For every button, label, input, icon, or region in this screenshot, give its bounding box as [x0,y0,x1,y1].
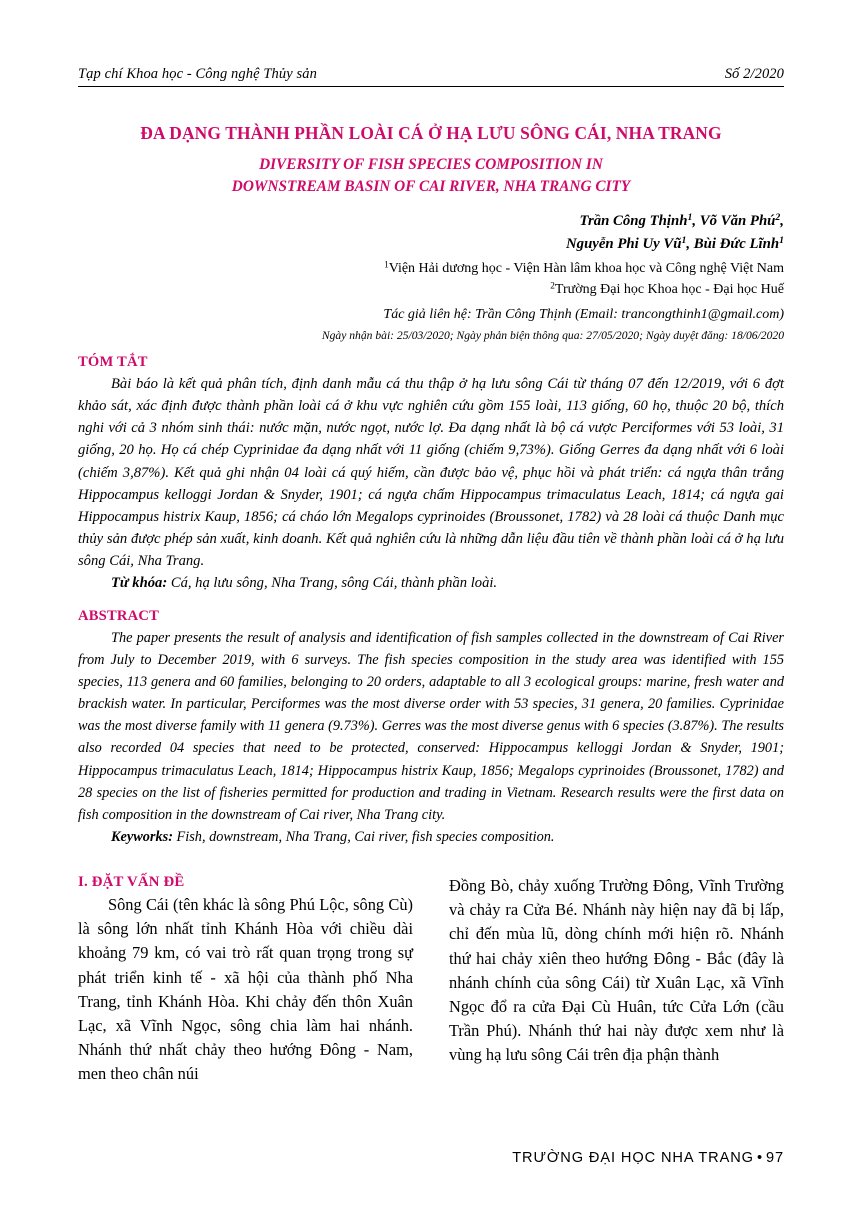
article-title-english-line1: DIVERSITY OF FISH SPECIES COMPOSITION IN [259,155,603,173]
footer-page-number: 97 [765,1150,784,1166]
author-affiliation-marker: 1 [779,235,784,247]
author-line-end: , [780,213,784,230]
author-name: Nguyễn Phi Uy Vũ [565,236,682,253]
section-heading-introduction: I. ĐẶT VẤN ĐỀ [78,874,185,891]
title-block [78,123,784,198]
abstract-english-body [78,627,784,849]
affiliation-1 [78,258,784,279]
affiliation-text: Trường Đại học Khoa học - Đại học Huế [554,281,784,297]
body-columns [78,874,784,1086]
affiliation-2 [78,279,784,300]
keywords-english-label: Keyworks: [111,829,173,846]
keywords-english-text: Fish, downstream, Nha Trang, Cai river, fish species composition. [176,829,555,846]
author-name: Bùi Đức Lĩnh [693,236,780,253]
abstract-english-text: The paper presents the result of analysis and identification of fish samples collected in the downstream of Cai River from July to December 2019, with 6 surveys. The fish species composition in the study area was identified with 155 species, 113 genera and 60 families, belonging to 20 orders, adaptable to all 3 ecological groups: marine, fresh water and brackish water. In particular, Perciformes was the most diverse order with 53 species, 31 genera, 20 families. Cyprinidae was the most diverse family with 11 genera (9.73%). Gerres was the most diverse genus with 6 species (3.87%). The results also recorded 04 species that need to be protected, conserved: Hippocampus kelloggi Jordan & Snyder, 1901; Hippocampus trimaculatus Leach, 1814; Hippocampus histrix Kaup, 1856; Megalops cyprinoides (Broussonet, 1782) and 28 species on the list of fisheries permitted for production and trading in Vietnam. Research results were the first data on fish composition in the downstream of Cai river, Nha Trang city. [78,629,784,823]
author-affiliation-marker: 1 [687,212,693,224]
author-affiliation-marker: 1 [681,235,687,247]
author-name: Trần Công Thịnh [579,213,688,230]
abstract-vietnamese-body [78,373,784,595]
running-head-journal-title: Tạp chí Khoa học - Công nghệ Thủy sản [78,66,317,82]
affiliation-marker: 2 [550,280,555,291]
article-title-english-line2: DOWNSTREAM BASIN OF CAI RIVER, NHA TRANG CITY [231,177,631,195]
affiliation-list [78,258,784,300]
running-head-issue: Số 2/2020 [724,66,784,82]
keywords-vietnamese-text: Cá, hạ lưu sông, Nha Trang, sông Cái, thành phần loài. [170,575,498,592]
running-head [78,0,784,87]
author-affiliation-marker: 2 [775,212,781,224]
page-footer [512,1150,784,1166]
affiliation-text: Viện Hải dương học - Viện Hàn lâm khoa học và Công nghệ Việt Nam [388,260,784,276]
author-line-1 [78,210,784,233]
body-column-right [449,874,784,1067]
article-title-english [78,154,784,198]
corresponding-author: Tác giả liên hệ: Trần Công Thịnh (Email: trancongthinh1@gmail.com) [383,306,784,322]
affiliation-marker: 1 [384,259,389,270]
article-title-vietnamese: ĐA DẠNG THÀNH PHẦN LOÀI CÁ Ở HẠ LƯU SÔNG CÁI, NHA TRANG [140,123,722,143]
author-separator: , [686,236,694,253]
footer-separator-dot: • [756,1150,763,1166]
body-column-left [78,874,413,1086]
body-paragraph-left: Sông Cái (tên khác là sông Phú Lộc, sông Cù) là sông lớn nhất tỉnh Khánh Hòa với chiều dài khoảng 79 km, có vai trò rất quan trọng trong sự phát triển kinh tế - xã hội của thành phố Nha Trang, tỉnh Khánh Hòa. Khi chảy đến thôn Xuân Lạc, xã Vĩnh Ngọc, sông chia làm hai nhánh. Nhánh thứ nhất chảy theo hướng Đông - Nam, men theo chân núi [78,895,413,1083]
submission-dates: Ngày nhận bài: 25/03/2020; Ngày phản biện thông qua: 27/05/2020; Ngày duyệt đăng: 18/06/2020 [321,328,784,342]
abstract-vietnamese-text: Bài báo là kết quả phân tích, định danh mẫu cá thu thập ở hạ lưu sông Cái từ tháng 07 đến 12/2019, với 6 đợt khảo sát, xác định được thành phần loài cá ở khu vực nghiên cứu gồm 155 loài, 113 giống, 60 họ, thuộc 20 bộ, thích nghi với cả 3 nhóm sinh thái: nước mặn, nước ngọt, nước lợ. Đa dạng nhất là bộ cá vược Perciformes với 53 loài, 31 giống, 20 họ. Họ cá chép Cyprinidae đa dạng nhất với 11 giống (chiếm 9,73%). Giống Gerres đa dạng nhất với 6 loài (chiếm 3,87%). Kết quả ghi nhận 04 loài cá quý hiếm, cần được bảo vệ, phục hồi và phát triển: cá ngựa thân trắng Hippocampus kelloggi Jordan & Snyder, 1901; cá ngựa chấm Hippocampus trimaculatus Leach, 1814; cá ngựa gai Hippocampus histrix Kaup, 1856; cá cháo lớn Megalops cyprinoides (Broussonet, 1782) và 28 loài cá thuộc Danh mục thủy sản được phép sản xuất, kinh doanh. Kết quả nghiên cứu là những dẫn liệu đầu tiên về thành phần loài cá ở hạ lưu sông Cái, Nha Trang. [78,375,784,570]
keywords-vietnamese-label: Từ khóa: [111,575,168,592]
body-paragraph-right: Đồng Bò, chảy xuống Trường Đông, Vĩnh Trường và chảy ra Cửa Bé. Nhánh này hiện nay đã bị lấp, chỉ đến mùa lũ, dòng chính mới hiện rõ. Nhánh thứ hai chảy xiên theo hướng Đông - Bắc (đây là nhánh chính của sông Cái) từ Xuân Lạc, xã Vĩnh Ngọc đổ ra cửa Đại Cù Huân, tức Cửa Lớn (cầu Trần Phú). Nhánh thứ hai này được xem như là vùng hạ lưu sông Cái trên địa phận thành [449,876,784,1064]
keywords-english [78,826,784,848]
author-line-2 [78,233,784,256]
page-content [78,0,784,1086]
abstract-vietnamese-heading: TÓM TẮT [78,353,148,370]
footer-institution: TRƯỜNG ĐẠI HỌC NHA TRANG [512,1150,754,1166]
keywords-vietnamese [78,572,784,594]
author-separator: , [692,213,700,230]
author-list [78,210,784,256]
author-name: Võ Văn Phú [699,213,776,230]
abstract-english-heading: ABSTRACT [78,607,160,624]
